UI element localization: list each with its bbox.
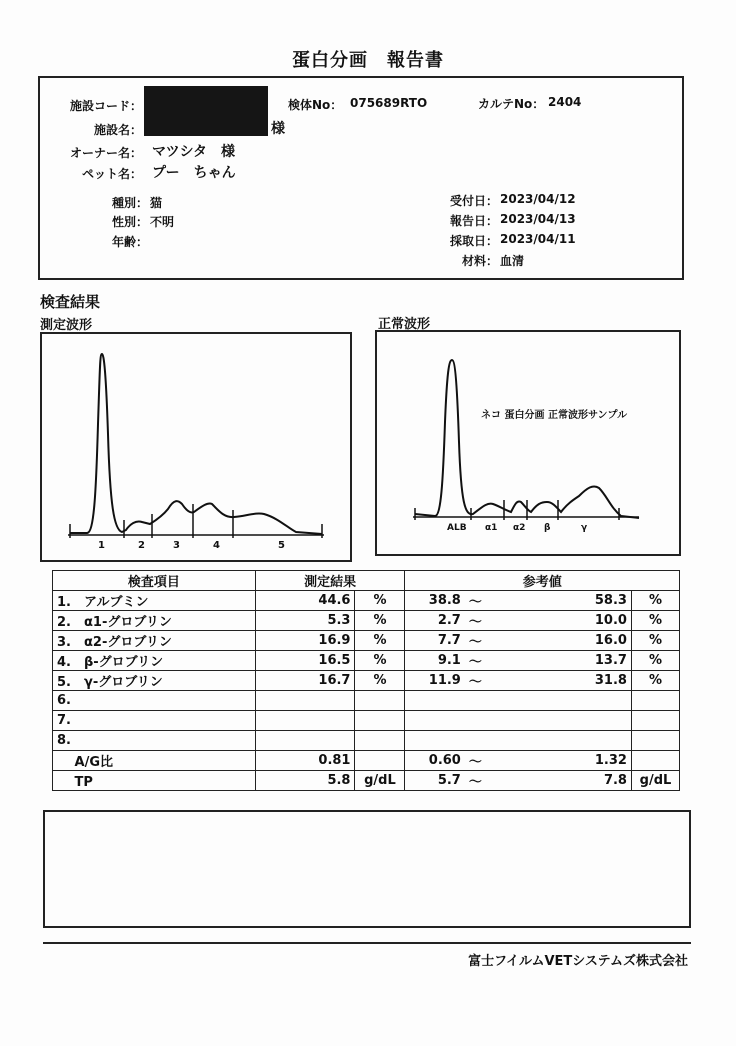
redacted-facility-name <box>144 112 268 136</box>
age-label: 年齢： <box>111 235 148 249</box>
material-value: 血清 <box>500 254 525 268</box>
specimen-value: 075689RTO <box>350 96 428 110</box>
cell-sep: ～ <box>465 591 525 611</box>
cell-ref-unit <box>631 731 679 751</box>
normal-label-a1: α1 <box>485 523 498 533</box>
cell-item: 6. <box>53 691 256 711</box>
cell-value: 5.3 <box>255 611 355 631</box>
cell-unit: % <box>355 591 405 611</box>
normal-label-a2: α2 <box>513 523 526 533</box>
table-row <box>53 591 680 611</box>
measured-curve <box>70 354 322 534</box>
cell-high <box>525 691 632 711</box>
normal-label-alb: ALB <box>447 523 467 533</box>
cell-high <box>525 711 632 731</box>
cell-high: 16.0 <box>525 631 632 651</box>
cell-high: 7.8 <box>525 771 632 791</box>
cell-value: 16.7 <box>255 671 355 691</box>
cell-item: 7. <box>53 711 256 731</box>
cell-unit <box>355 731 405 751</box>
table-row <box>53 771 680 791</box>
fraction-label-3: 3 <box>173 540 180 551</box>
owner-label: オーナー名： <box>69 146 142 160</box>
measured-waveform-heading: 測定波形 <box>40 318 93 333</box>
cell-value <box>255 691 355 711</box>
report-date-value: 2023/04/13 <box>500 212 576 226</box>
normal-sample-caption: ネコ 蛋白分画 正常波形サンプル <box>481 410 628 421</box>
pet-value: プー ちゃん <box>152 165 236 181</box>
cell-ref-unit <box>631 751 679 771</box>
cell-value: 44.6 <box>255 591 355 611</box>
collected-date-label: 採取日： <box>449 234 498 248</box>
header-reference: 参考値 <box>405 571 680 591</box>
cell-item: A/G比 <box>53 751 256 771</box>
cell-low: 11.9 <box>405 671 465 691</box>
cell-value: 5.8 <box>255 771 355 791</box>
table-row <box>53 611 680 631</box>
cell-sep: ～ <box>465 751 525 771</box>
cell-low: 9.1 <box>405 651 465 671</box>
cell-high: 58.3 <box>525 591 632 611</box>
cell-high: 13.7 <box>525 651 632 671</box>
cell-unit <box>355 751 405 771</box>
company-name: 富士フイルムVETシステムズ株式会社 <box>468 954 688 969</box>
table-row <box>53 711 680 731</box>
normal-curve <box>415 360 639 518</box>
cell-low <box>405 691 465 711</box>
collected-date-value: 2023/04/11 <box>500 232 576 246</box>
normal-label-gamma: γ <box>581 523 588 533</box>
species-value: 猫 <box>150 196 163 210</box>
facility-code-label: 施設コード： <box>69 99 142 113</box>
cell-low <box>405 731 465 751</box>
cell-item: TP <box>53 771 256 791</box>
cell-sep <box>465 691 525 711</box>
cell-sep: ～ <box>465 651 525 671</box>
header-result: 測定結果 <box>255 571 405 591</box>
header-item: 検査項目 <box>53 571 256 591</box>
results-table <box>52 570 680 791</box>
cell-item: 1. アルブミン <box>53 591 256 611</box>
table-row <box>53 631 680 651</box>
cell-sep <box>465 731 525 751</box>
cell-value: 16.5 <box>255 651 355 671</box>
table-header-row <box>53 571 680 591</box>
cell-value: 16.9 <box>255 631 355 651</box>
cell-high <box>525 731 632 751</box>
cell-ref-unit: % <box>631 611 679 631</box>
cell-value: 0.81 <box>255 751 355 771</box>
cell-low: 2.7 <box>405 611 465 631</box>
normal-waveform <box>377 332 679 554</box>
measured-waveform-box <box>40 332 352 562</box>
cell-item: 2. α1-グロブリン <box>53 611 256 631</box>
cell-ref-unit: % <box>631 631 679 651</box>
cell-high: 1.32 <box>525 751 632 771</box>
normal-waveform-heading: 正常波形 <box>378 317 431 332</box>
cell-value <box>255 731 355 751</box>
cell-sep: ～ <box>465 611 525 631</box>
table-row <box>53 731 680 751</box>
cell-item: 8. <box>53 731 256 751</box>
fraction-label-2: 2 <box>138 540 145 551</box>
cell-sep: ～ <box>465 631 525 651</box>
cell-low: 0.60 <box>405 751 465 771</box>
cell-value <box>255 711 355 731</box>
fraction-label-1: 1 <box>98 540 105 551</box>
cell-low: 38.8 <box>405 591 465 611</box>
cell-ref-unit: % <box>631 591 679 611</box>
fraction-dividers <box>70 504 322 538</box>
cell-sep: ～ <box>465 671 525 691</box>
cell-ref-unit <box>631 691 679 711</box>
facility-suffix: 様 <box>271 121 285 137</box>
owner-value: マツシタ 様 <box>152 144 236 160</box>
normal-label-beta: β <box>544 523 551 533</box>
cell-low: 5.7 <box>405 771 465 791</box>
cell-ref-unit: g/dL <box>631 771 679 791</box>
fraction-label-4: 4 <box>213 540 220 551</box>
cell-unit: % <box>355 631 405 651</box>
chart-no-value: 2404 <box>548 95 582 109</box>
report-title: 蛋白分画 報告書 <box>292 50 444 71</box>
material-label: 材料： <box>461 254 498 268</box>
sex-value: 不明 <box>150 215 175 229</box>
cell-ref-unit: % <box>631 651 679 671</box>
table-row <box>53 751 680 771</box>
cell-ref-unit <box>631 711 679 731</box>
normal-waveform-box <box>375 330 681 556</box>
chart-no-label: カルテNo： <box>478 97 545 111</box>
redacted-facility-code <box>144 86 268 112</box>
cell-low <box>405 711 465 731</box>
cell-sep <box>465 711 525 731</box>
fraction-label-5: 5 <box>278 540 285 551</box>
sex-label: 性別： <box>111 215 148 229</box>
measured-waveform <box>42 334 350 560</box>
pet-label: ペット名： <box>81 167 142 181</box>
cell-unit: g/dL <box>355 771 405 791</box>
received-date-label: 受付日： <box>449 194 498 208</box>
cell-unit <box>355 691 405 711</box>
specimen-label: 検体No： <box>288 98 343 112</box>
facility-name-label: 施設名： <box>93 123 142 137</box>
species-label: 種別： <box>111 196 148 210</box>
cell-unit: % <box>355 611 405 631</box>
cell-unit <box>355 711 405 731</box>
comment-box <box>43 810 691 928</box>
footer-divider <box>43 942 691 944</box>
received-date-value: 2023/04/12 <box>500 192 576 206</box>
cell-unit: % <box>355 651 405 671</box>
results-heading: 検査結果 <box>40 293 101 311</box>
cell-ref-unit: % <box>631 671 679 691</box>
cell-high: 31.8 <box>525 671 632 691</box>
cell-item: 3. α2-グロブリン <box>53 631 256 651</box>
table-row <box>53 691 680 711</box>
cell-high: 10.0 <box>525 611 632 631</box>
table-row <box>53 671 680 691</box>
cell-item: 4. β-グロブリン <box>53 651 256 671</box>
cell-item: 5. γ-グロブリン <box>53 671 256 691</box>
cell-sep: ～ <box>465 771 525 791</box>
report-date-label: 報告日： <box>449 214 498 228</box>
cell-low: 7.7 <box>405 631 465 651</box>
table-row <box>53 651 680 671</box>
cell-unit: % <box>355 671 405 691</box>
